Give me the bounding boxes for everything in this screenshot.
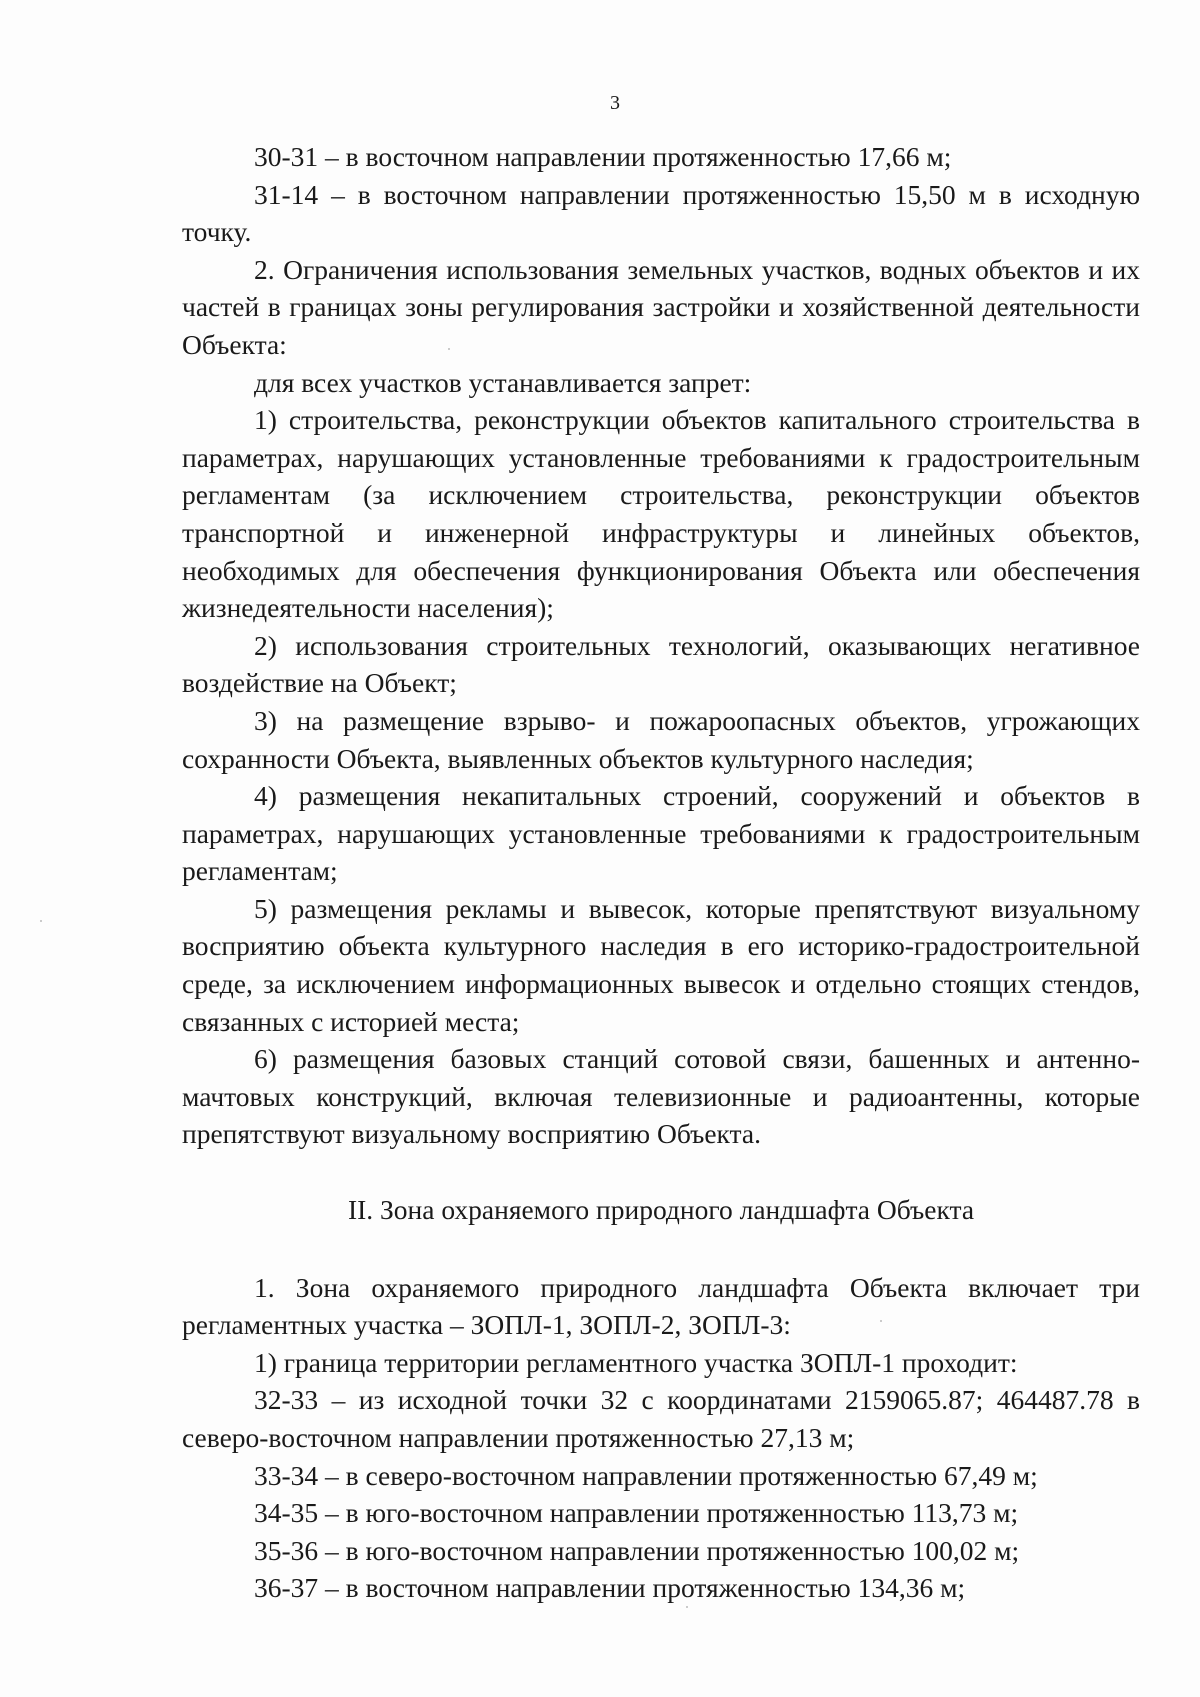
paragraph: для всех участков устанавливается запрет: <box>254 366 752 398</box>
paragraph: 36-37 – в восточном направлении протяженностью 134,36 м; <box>254 1572 966 1604</box>
scan-speck <box>880 1320 882 1322</box>
paragraph: 32-33 – из исходной точки 32 с координатами 2159065.87; 464487.78 в северо-восточном направлении протяженностью 27,13 м; <box>182 1384 1140 1453</box>
paragraph: 35-36 – в юго-восточном направлении протяженностью 100,02 м; <box>254 1534 1020 1566</box>
paragraph: 1) граница территории регламентного участка ЗОПЛ-1 проходит: <box>254 1346 1018 1378</box>
paragraph: 1) строительства, реконструкции объектов капитального строительства в параметрах, нарушающих установленные требованиями к градостроительным регламентам (за исключением строительства, реконструкции объектов транспортной и инженерной инфраструктуры и линейных объектов, необходимых для обеспечения функционирования Объекта или обеспечения жизнедеятельности населения); <box>182 404 1140 624</box>
paragraph: 2) использования строительных технологий, оказывающих негативное воздействие на Объект; <box>182 629 1140 699</box>
paragraph: 34-35 – в юго-восточном направлении протяженностью 113,73 м; <box>254 1497 1019 1529</box>
paragraph: 31-14 – в восточном направлении протяженностью 15,50 м в исходную точку. <box>182 178 1140 248</box>
page-number: 3 <box>610 92 620 114</box>
paragraph: 4) размещения некапитальных строений, сооружений и объектов в параметрах, нарушающих установленные требованиями к градостроительным регламентам; <box>182 780 1140 887</box>
paragraph: 5) размещения рекламы и вывесок, которые препятствуют визуальному восприятию объекта культурного наследия в его историко-градостроительной среде, за исключением информационных вывесок и отдельно стоящих стендов, связанных с историей места; <box>182 892 1140 1037</box>
scan-speck <box>448 348 450 350</box>
paragraph: 3) на размещение взрыво- и пожароопасных объектов, угрожающих сохранности Объекта, выявленных объектов культурного наследия; <box>182 704 1140 774</box>
section-heading: II. Зона охраняемого природного ландшафта Объекта <box>347 1194 975 1226</box>
paragraph: 2. Ограничения использования земельных участков, водных объектов и их частей в границах зоны регулирования застройки и хозяйственной деятельности Объекта: <box>182 253 1140 360</box>
paragraph: 30-31 – в восточном направлении протяженностью 17,66 м; <box>254 141 952 172</box>
scan-speck <box>686 1606 688 1608</box>
paragraph: 33-34 – в северо-восточном направлении протяженностью 67,49 м; <box>254 1459 1038 1491</box>
paragraph: 1. Зона охраняемого природного ландшафта Объекта включает три регламентных участка – ЗОПЛ-1, ЗОПЛ-2, ЗОПЛ-3: <box>182 1271 1140 1341</box>
document-body <box>182 138 1140 1607</box>
paragraph: 6) размещения базовых станций сотовой связи, башенных и антенно-мачтовых конструкций, включая телевизионные и радиоантенны, которые препятствуют визуальному восприятию Объекта. <box>182 1043 1140 1150</box>
scan-speck <box>40 920 42 922</box>
